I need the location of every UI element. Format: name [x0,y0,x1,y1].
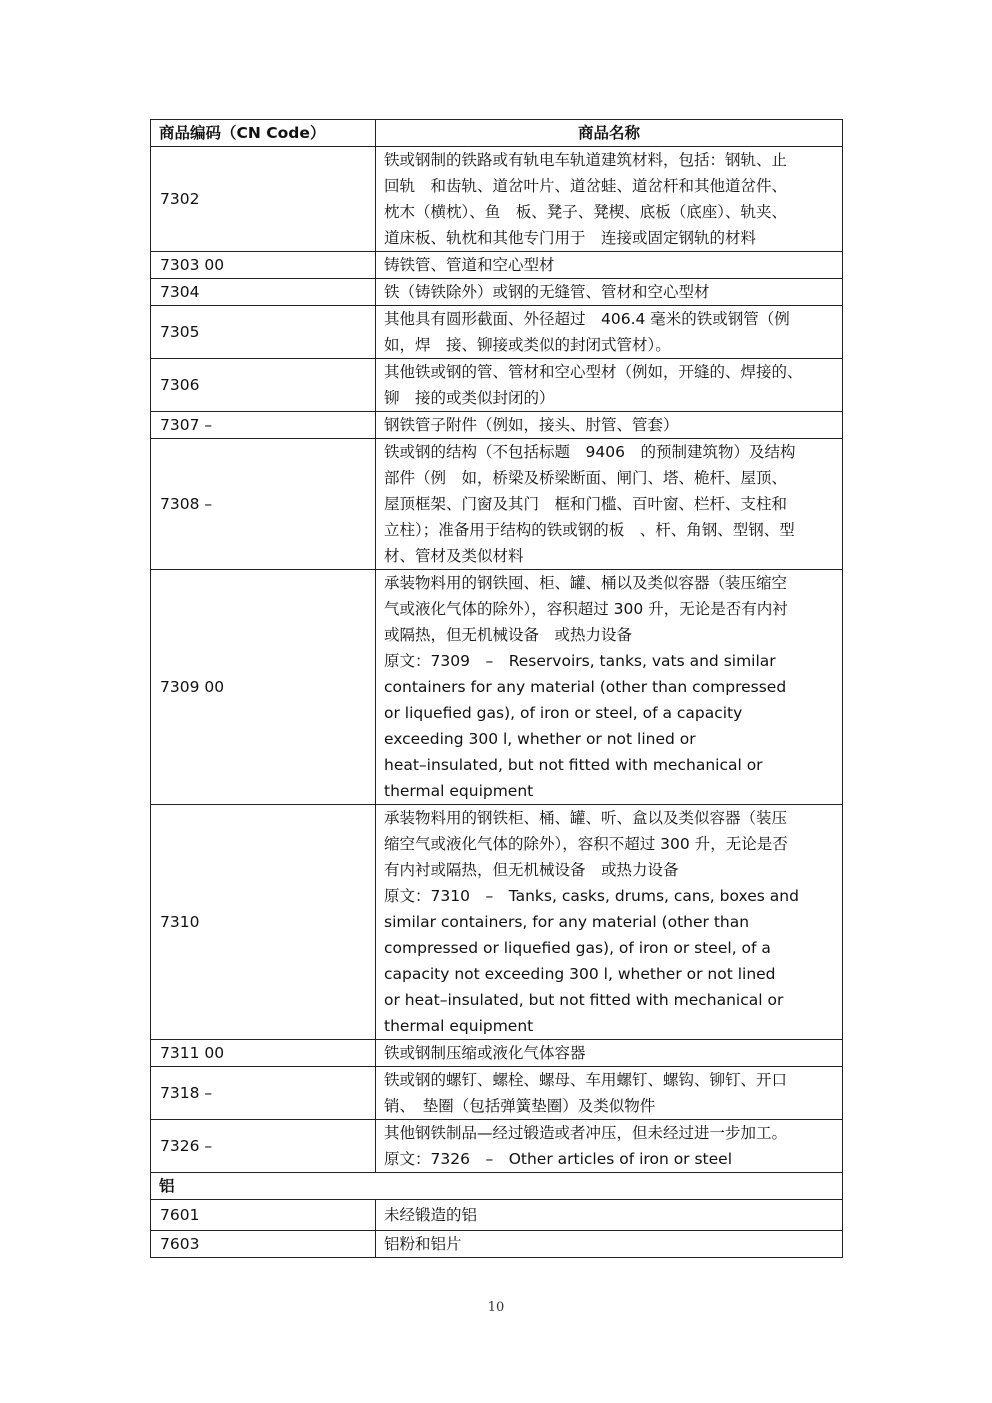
cn-code-cell: 7307 – [151,412,376,439]
description-line: 铁或钢制的铁路或有轨电车轨道建筑材料，包括：钢轨、止 [384,151,788,169]
description-line: 原文：7310 – Tanks, casks, drums, cans, boxes and [384,887,799,905]
description-line: 部件（例 如，桥梁及桥梁断面、闸门、塔、桅杆、屋顶、 [384,469,788,487]
product-name-cell [376,439,843,570]
description-line: 铁或钢制压缩或液化气体容器 [384,1044,586,1062]
cn-code-cell: 7304 [151,279,376,306]
cn-code-cell: 7601 [151,1200,376,1231]
description-line: or heat–insulated, but not fitted with mechanical or [384,991,784,1009]
cn-code-cell: 7303 00 [151,252,376,279]
description-line: containers for any material (other than compressed [384,678,787,696]
description-line: 其他铁或钢的管、管材和空心型材（例如，开缝的、焊接的、 [384,363,803,381]
cn-code-cell: 7306 [151,359,376,412]
description-line: 屋顶框架、门窗及其门 框和门槛、百叶窗、栏杆、支柱和 [384,495,788,513]
product-name-cell [376,279,843,306]
header-code: 商品编码（CN Code） [151,120,376,147]
section-title: 铝 [151,1173,843,1200]
product-name-cell [376,252,843,279]
description-line: 气或液化气体的除外），容积超过 300 升，无论是否有内衬 [384,600,788,618]
description-line: 铁或钢的结构（不包括标题 9406 的预制建筑物）及结构 [384,443,796,461]
table-row [151,252,843,279]
table-header-row [151,120,843,147]
header-name: 商品名称 [376,120,843,147]
cn-code-cell: 7326 – [151,1120,376,1173]
page-number: 10 [487,1300,505,1315]
product-name-cell [376,570,843,805]
table-row [151,1231,843,1258]
description-line: 如，焊 接、铆接或类似的封闭式管材）。 [384,336,671,354]
product-name-cell [376,1120,843,1173]
description-line: 铁（铸铁除外）或钢的无缝管、管材和空心型材 [384,283,710,301]
product-name-cell [376,147,843,252]
table-row [151,279,843,306]
table-row [151,805,843,1040]
description-line: 有内衬或隔热，但无机械设备 或热力设备 [384,861,679,879]
table-body [151,147,843,1173]
cn-code-cell: 7603 [151,1231,376,1258]
table-row [151,306,843,359]
table-row [151,1200,843,1231]
table-row [151,359,843,412]
description-line: 铆 接的或类似封闭的） [384,389,555,407]
description-line: 铸铁管、管道和空心型材 [384,256,555,274]
product-name-cell [376,1040,843,1067]
description-line: 道床板、轨枕和其他专门用于 连接或固定钢轨的材料 [384,229,757,247]
description-line: thermal equipment [384,1017,534,1035]
description-line: 缩空气或液化气体的除外），容积不超过 300 升，无论是否 [384,835,788,853]
description-line: or liquefied gas), of iron or steel, of a capacity [384,704,743,722]
description-line: 立柱）；准备用于结构的铁或钢的板 、杆、角钢、型钢、型 [384,521,795,539]
description-line: 承装物料用的钢铁囤、柜、罐、桶以及类似容器（装压缩空 [384,574,788,592]
section-body [151,1200,843,1258]
table-row [151,439,843,570]
description-line: 钢铁管子附件（例如，接头、肘管、管套） [384,416,679,434]
cn-code-cell: 7310 [151,805,376,1040]
description-line: 枕木（横枕）、鱼 板、凳子、凳楔、底板（底座）、轨夹、 [384,203,788,221]
table-row [151,412,843,439]
table-row [151,1040,843,1067]
description-line: capacity not exceeding 300 l, whether or not lined [384,965,776,983]
cn-code-cell: 7309 00 [151,570,376,805]
product-name-cell [376,805,843,1040]
table-row [151,570,843,805]
description-line: similar containers, for any material (other than [384,913,750,931]
product-name-cell [376,1231,843,1258]
cn-code-cell: 7311 00 [151,1040,376,1067]
product-name-cell [376,412,843,439]
cn-code-cell: 7302 [151,147,376,252]
product-name-cell [376,306,843,359]
description-line: thermal equipment [384,782,534,800]
description-line: 铁或钢的螺钉、螺栓、螺母、车用螺钉、螺钩、铆钉、开口 [384,1071,788,1089]
aluminium-section [151,1173,843,1200]
description-line: 材、管材及类似材料 [384,547,524,565]
description-line: 原文：7326 – Other articles of iron or steel [384,1150,733,1168]
description-line: 承装物料用的钢铁柜、桶、罐、听、盒以及类似容器（装压 [384,809,788,827]
description-line: 其他具有圆形截面、外径超过 406.4 毫米的铁或钢管（例 [384,310,790,328]
description-line: 或隔热，但无机械设备 或热力设备 [384,626,633,644]
commodity-table [150,119,843,1258]
description-line: compressed or liquefied gas), of iron or steel, of a [384,939,771,957]
product-name-cell [376,1200,843,1231]
cn-code-cell: 7305 [151,306,376,359]
section-row [151,1173,843,1200]
product-name-cell [376,359,843,412]
product-name-cell [376,1067,843,1120]
description-line: 铝粉和铝片 [384,1235,462,1253]
description-line: 其他钢铁制品—经过锻造或者冲压，但未经过进一步加工。 [384,1124,788,1142]
description-line: 未经锻造的铝 [384,1206,478,1224]
table-row [151,1120,843,1173]
cn-code-cell: 7308 – [151,439,376,570]
cn-code-cell: 7318 – [151,1067,376,1120]
description-line: exceeding 300 l, whether or not lined or [384,730,696,748]
description-line: heat–insulated, but not fitted with mechanical or [384,756,763,774]
description-line: 原文：7309 – Reservoirs, tanks, vats and similar [384,652,776,670]
description-line: 回轨 和齿轨、道岔叶片、道岔蛙、道岔杆和其他道岔件、 [384,177,788,195]
description-line: 销、 垫圈（包括弹簧垫圈）及类似物件 [384,1097,656,1115]
table-row [151,1067,843,1120]
table-row [151,147,843,252]
